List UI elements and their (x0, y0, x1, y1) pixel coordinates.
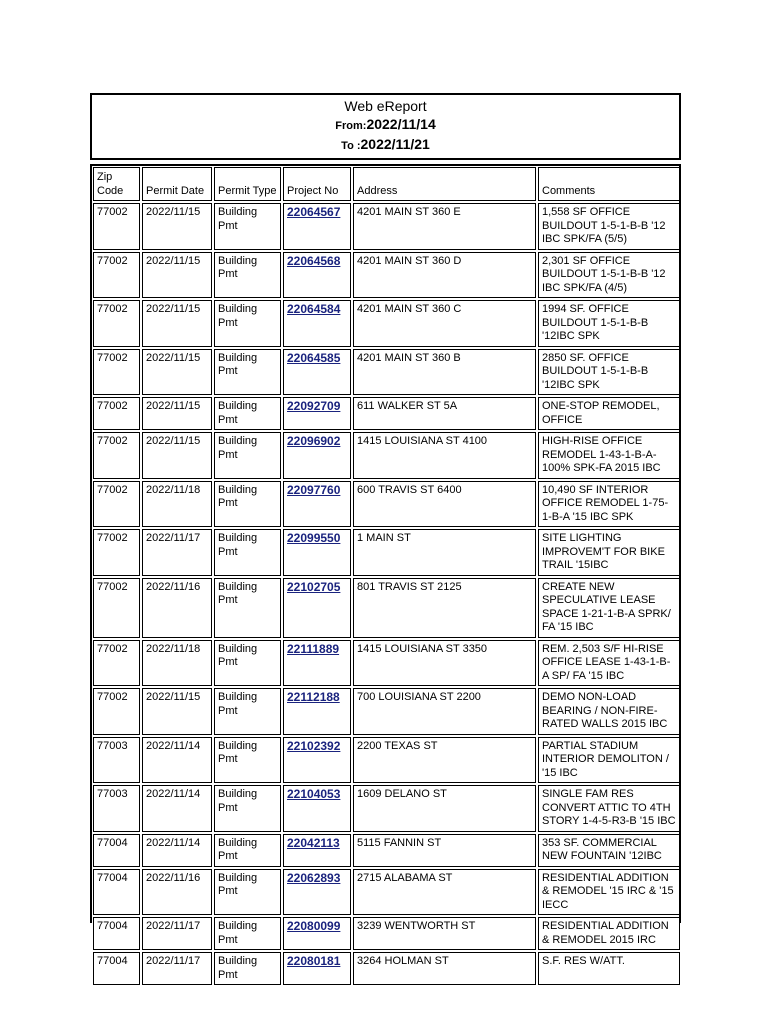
cell-permit-type: Building Pmt (214, 300, 281, 347)
cell-permit-type: Building Pmt (214, 917, 281, 950)
cell-permit-date: 2022/11/16 (142, 869, 212, 916)
header-zip-code: Zip Code (93, 167, 140, 201)
cell-zip-code: 77002 (93, 688, 140, 735)
cell-comments: SINGLE FAM RES CONVERT ATTIC TO 4TH STORY 1-4-5-R3-B '15 IBC (538, 785, 680, 832)
cell-permit-type: Building Pmt (214, 834, 281, 867)
cell-permit-type: Building Pmt (214, 397, 281, 430)
cell-zip-code: 77002 (93, 203, 140, 250)
cell-zip-code: 77002 (93, 481, 140, 528)
to-date: 2022/11/21 (360, 136, 430, 152)
project-link[interactable]: 22062893 (287, 870, 341, 885)
project-link[interactable]: 22064568 (287, 253, 341, 268)
cell-project-no (283, 432, 351, 479)
cell-permit-date: 2022/11/15 (142, 432, 212, 479)
project-link[interactable]: 22102705 (287, 579, 341, 594)
cell-address: 3264 HOLMAN ST (353, 952, 536, 985)
cell-permit-date: 2022/11/15 (142, 203, 212, 250)
cell-project-no (283, 349, 351, 396)
table-row (93, 785, 680, 832)
cell-permit-date: 2022/11/14 (142, 834, 212, 867)
cell-comments: 1994 SF. OFFICE BUILDOUT 1-5-1-B-B '12IBC SPK (538, 300, 680, 347)
cell-project-no (283, 481, 351, 528)
cell-address: 4201 MAIN ST 360 E (353, 203, 536, 250)
table-header-row (93, 167, 680, 201)
cell-zip-code: 77004 (93, 917, 140, 950)
table-row (93, 481, 680, 528)
table-row (93, 869, 680, 916)
cell-permit-date: 2022/11/17 (142, 529, 212, 576)
cell-permit-date: 2022/11/15 (142, 349, 212, 396)
cell-address: 4201 MAIN ST 360 B (353, 349, 536, 396)
cell-address: 3239 WENTWORTH ST (353, 917, 536, 950)
cell-zip-code: 77002 (93, 300, 140, 347)
project-link[interactable]: 22096902 (287, 434, 341, 448)
cell-zip-code: 77002 (93, 349, 140, 396)
project-link[interactable]: 22064584 (287, 302, 341, 316)
cell-permit-type: Building Pmt (214, 481, 281, 528)
cell-project-no (283, 917, 351, 950)
table-row (93, 252, 680, 299)
cell-project-no (283, 737, 351, 784)
from-date-line (92, 115, 679, 135)
cell-comments: 353 SF. COMMERCIAL NEW FOUNTAIN '12IBC (538, 834, 680, 867)
cell-permit-type: Building Pmt (214, 252, 281, 299)
cell-permit-type: Building Pmt (214, 688, 281, 735)
project-link[interactable]: 22112188 (287, 690, 340, 704)
cell-permit-date: 2022/11/15 (142, 397, 212, 430)
header-permit-type: Permit Type (214, 167, 281, 201)
cell-permit-date: 2022/11/18 (142, 640, 212, 687)
from-label: From: (335, 120, 367, 132)
cell-address: 4201 MAIN ST 360 C (353, 300, 536, 347)
to-date-line (92, 135, 679, 155)
cell-permit-type: Building Pmt (214, 952, 281, 985)
table-row (93, 349, 680, 396)
cell-permit-type: Building Pmt (214, 785, 281, 832)
cell-project-no (283, 578, 351, 638)
header-permit-date: Permit Date (142, 167, 212, 201)
cell-address: 600 TRAVIS ST 6400 (353, 481, 536, 528)
cell-permit-type: Building Pmt (214, 349, 281, 396)
cell-comments: REM. 2,503 S/F HI-RISE OFFICE LEASE 1-43-1-B-A SP/ FA '15 IBC (538, 640, 680, 687)
project-link[interactable]: 22099550 (287, 531, 341, 545)
cell-project-no (283, 688, 351, 735)
project-link[interactable]: 22097760 (287, 482, 341, 497)
table-row (93, 640, 680, 687)
cell-permit-type: Building Pmt (214, 529, 281, 576)
project-link[interactable]: 22111889 (287, 641, 340, 656)
cell-permit-date: 2022/11/16 (142, 578, 212, 638)
header-project-no: Project No (283, 167, 351, 201)
cell-zip-code: 77004 (93, 869, 140, 916)
project-link[interactable]: 22104053 (287, 787, 341, 801)
table-row (93, 952, 680, 985)
cell-project-no (283, 785, 351, 832)
cell-comments: SITE LIGHTING IMPROVEM'T FOR BIKE TRAIL '15IBC (538, 529, 680, 576)
cell-zip-code: 77002 (93, 529, 140, 576)
table-row (93, 300, 680, 347)
table-row (93, 397, 680, 430)
cell-address: 1415 LOUISIANA ST 4100 (353, 432, 536, 479)
cell-project-no (283, 952, 351, 985)
cell-address: 1609 DELANO ST (353, 785, 536, 832)
cell-permit-type: Building Pmt (214, 737, 281, 784)
table-row (93, 688, 680, 735)
cell-permit-date: 2022/11/17 (142, 917, 212, 950)
cell-comments: 10,490 SF INTERIOR OFFICE REMODEL 1-75-1-B-A '15 IBC SPK (538, 481, 680, 528)
report-title: Web eReport (344, 98, 427, 114)
cell-address: 2715 ALABAMA ST (353, 869, 536, 916)
cell-address: 2200 TEXAS ST (353, 737, 536, 784)
cell-comments: CREATE NEW SPECULATIVE LEASE SPACE 1-21-1-B-A SPRK/ FA '15 IBC (538, 578, 680, 638)
project-link[interactable]: 22092709 (287, 399, 341, 413)
cell-zip-code: 77004 (93, 952, 140, 985)
table-row (93, 203, 680, 250)
permit-table (91, 165, 682, 987)
cell-project-no (283, 869, 351, 916)
cell-permit-type: Building Pmt (214, 432, 281, 479)
cell-permit-type: Building Pmt (214, 869, 281, 916)
cell-permit-date: 2022/11/18 (142, 481, 212, 528)
cell-address: 5115 FANNIN ST (353, 834, 536, 867)
cell-comments: 2,301 SF OFFICE BUILDOUT 1-5-1-B-B '12 IBC SPK/FA (4/5) (538, 252, 680, 299)
header-comments: Comments (538, 167, 680, 201)
table-body (93, 203, 680, 985)
table-row (93, 917, 680, 950)
table-row (93, 432, 680, 479)
cell-address: 4201 MAIN ST 360 D (353, 252, 536, 299)
project-link[interactable]: 22064585 (287, 350, 341, 365)
cell-project-no (283, 529, 351, 576)
cell-project-no (283, 300, 351, 347)
from-date: 2022/11/14 (366, 116, 436, 132)
cell-address: 801 TRAVIS ST 2125 (353, 578, 536, 638)
cell-permit-type: Building Pmt (214, 578, 281, 638)
cell-comments: DEMO NON-LOAD BEARING / NON-FIRE-RATED WALLS 2015 IBC (538, 688, 680, 735)
table-row (93, 834, 680, 867)
cell-address: 611 WALKER ST 5A (353, 397, 536, 430)
cell-address: 1 MAIN ST (353, 529, 536, 576)
cell-permit-type: Building Pmt (214, 203, 281, 250)
table-row (93, 578, 680, 638)
cell-address: 700 LOUISIANA ST 2200 (353, 688, 536, 735)
project-link[interactable]: 22080099 (287, 919, 341, 933)
project-link[interactable]: 22080181 (287, 954, 341, 968)
cell-zip-code: 77002 (93, 252, 140, 299)
to-label: To : (341, 140, 361, 152)
cell-zip-code: 77003 (93, 737, 140, 784)
cell-permit-date: 2022/11/17 (142, 952, 212, 985)
cell-comments: HIGH-RISE OFFICE REMODEL 1-43-1-B-A-100% SPK-FA 2015 IBC (538, 432, 680, 479)
cell-project-no (283, 834, 351, 867)
cell-comments: S.F. RES W/ATT. (538, 952, 680, 985)
cell-zip-code: 77004 (93, 834, 140, 867)
project-link[interactable]: 22042113 (287, 835, 340, 850)
cell-permit-date: 2022/11/15 (142, 300, 212, 347)
table-row (93, 737, 680, 784)
cell-address: 1415 LOUISIANA ST 3350 (353, 640, 536, 687)
cell-zip-code: 77002 (93, 432, 140, 479)
project-link[interactable]: 22102392 (287, 738, 341, 753)
cell-zip-code: 77002 (93, 397, 140, 430)
header-address: Address (353, 167, 536, 201)
cell-permit-date: 2022/11/15 (142, 688, 212, 735)
cell-project-no (283, 640, 351, 687)
cell-zip-code: 77002 (93, 578, 140, 638)
cell-project-no (283, 252, 351, 299)
project-link[interactable]: 22064567 (287, 205, 341, 219)
cell-project-no (283, 203, 351, 250)
cell-zip-code: 77002 (93, 640, 140, 687)
cell-comments: 1,558 SF OFFICE BUILDOUT 1-5-1-B-B '12 IBC SPK/FA (5/5) (538, 203, 680, 250)
cell-comments: RESIDENTIAL ADDITION & REMODEL '15 IRC & '15 IECC (538, 869, 680, 916)
cell-permit-date: 2022/11/15 (142, 252, 212, 299)
cell-zip-code: 77003 (93, 785, 140, 832)
permit-table-container (90, 164, 681, 981)
cell-comments: 2850 SF. OFFICE BUILDOUT 1-5-1-B-B '12IBC SPK (538, 349, 680, 396)
cell-comments: ONE-STOP REMODEL, OFFICE (538, 397, 680, 430)
report-header (90, 93, 681, 160)
cell-project-no (283, 397, 351, 430)
cell-comments: RESIDENTIAL ADDITION & REMODEL 2015 IRC (538, 917, 680, 950)
cell-permit-date: 2022/11/14 (142, 785, 212, 832)
cell-permit-type: Building Pmt (214, 640, 281, 687)
cell-permit-date: 2022/11/14 (142, 737, 212, 784)
cell-comments: PARTIAL STADIUM INTERIOR DEMOLITON / '15 IBC (538, 737, 680, 784)
table-row (93, 529, 680, 576)
